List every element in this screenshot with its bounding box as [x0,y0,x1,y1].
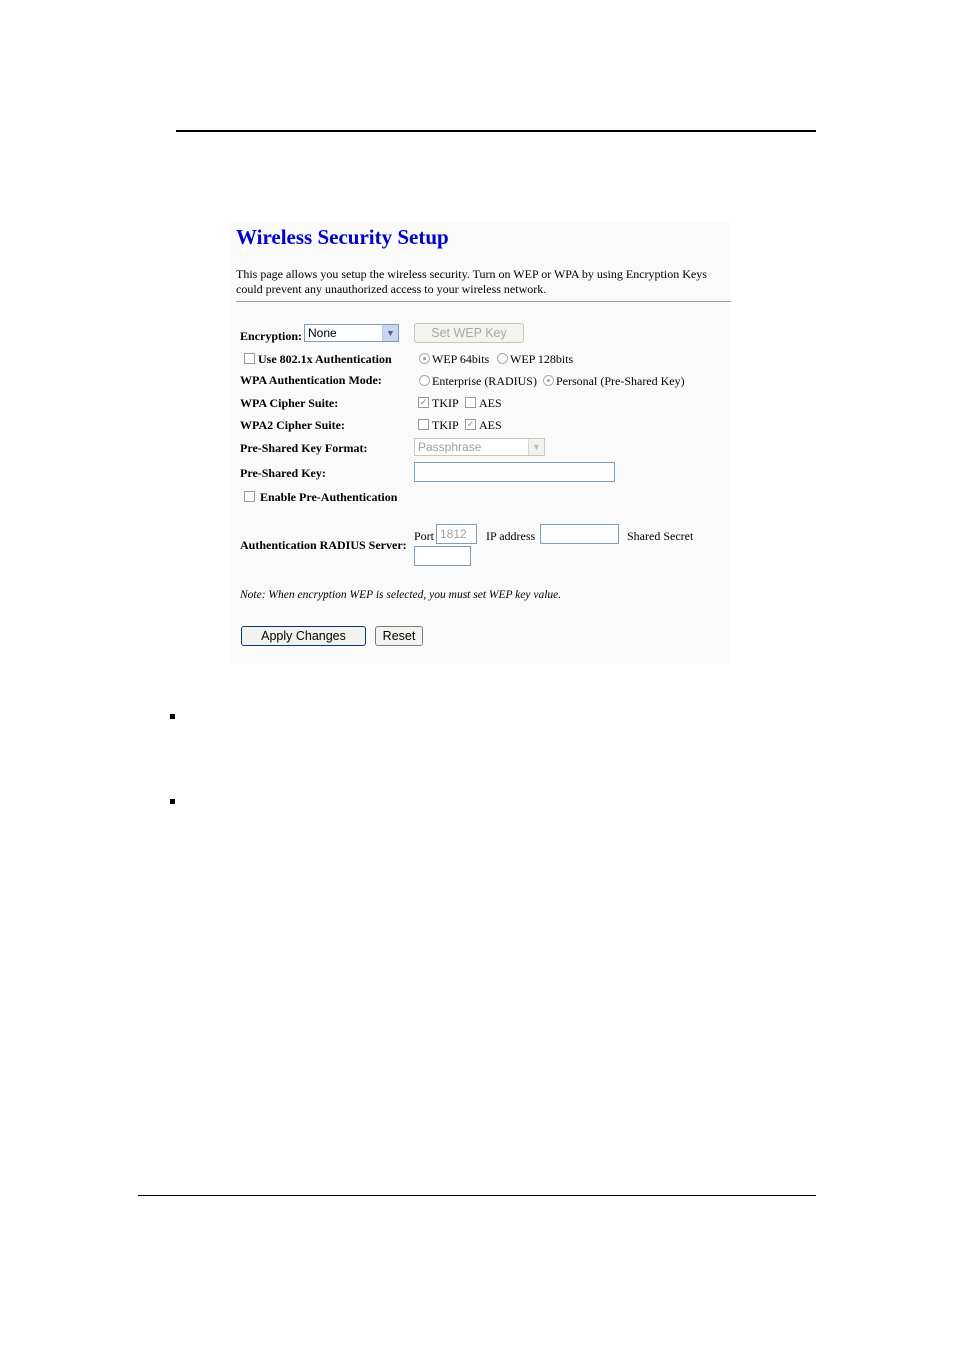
wep64-label: WEP 64bits [432,352,490,366]
encryption-select-value: None [308,326,337,340]
pre-auth-checkbox[interactable] [244,491,255,502]
radius-secret-input[interactable] [414,546,471,566]
page-title: Wireless Security Setup [236,225,449,249]
wep-note: Note: When encryption WEP is selected, you must set WEP key value. [240,589,562,601]
wep128-radio[interactable] [497,353,508,364]
wpa-auth-mode-label: WPA Authentication Mode: [240,373,382,387]
personal-psk-label: Personal (Pre-Shared Key) [556,374,685,388]
wpa-tkip-label: TKIP [432,396,459,410]
psk-format-value: Passphrase [418,440,482,454]
psk-format-label: Pre-Shared Key Format: [240,441,368,455]
bullet-icon [170,799,175,804]
radio-dot-icon [423,357,426,360]
radius-port-input[interactable]: 1812 [436,524,477,544]
use-8021x-label: Use 802.1x Authentication [258,352,392,366]
wpa-aes-label: AES [479,396,502,410]
radius-ip-label: IP address [486,529,536,543]
radius-ip-input[interactable] [540,524,619,544]
wpa2-aes-checkbox[interactable]: ✓ [466,419,475,429]
encryption-select[interactable] [304,324,399,342]
apply-changes-button[interactable]: Apply Changes [241,626,366,646]
wep128-label: WEP 128bits [510,352,574,366]
use-8021x-checkbox[interactable] [244,353,255,364]
wpa-tkip-checkbox[interactable]: ✓ [419,397,428,407]
wpa2-aes-label: AES [479,418,502,432]
radius-port-label: Port [414,529,435,543]
wpa-aes-checkbox[interactable] [465,397,476,408]
footer-rule [138,1195,816,1196]
psk-format-select[interactable] [414,438,545,456]
pre-auth-label: Enable Pre-Authentication [260,490,398,504]
set-wep-key-button[interactable]: Set WEP Key [414,323,524,343]
wpa2-cipher-label: WPA2 Cipher Suite: [240,418,345,432]
reset-button[interactable]: Reset [375,626,423,646]
encryption-label: Encryption: [240,329,303,343]
radius-server-label: Authentication RADIUS Server: [240,538,407,552]
chevron-down-icon: ▼ [382,325,398,341]
radius-secret-label: Shared Secret [627,529,694,543]
header-rule [176,130,816,132]
psk-input[interactable] [414,462,615,482]
title-divider [236,301,731,302]
personal-psk-radio[interactable] [543,375,554,386]
chevron-down-icon: ▼ [528,439,544,455]
enterprise-radius-radio[interactable] [419,375,430,386]
wep64-radio[interactable] [419,353,430,364]
wpa-cipher-label: WPA Cipher Suite: [240,396,339,410]
enterprise-radius-label: Enterprise (RADIUS) [432,374,537,388]
wpa2-tkip-checkbox[interactable] [418,419,429,430]
page-description: This page allows you setup the wireless security. Turn on WEP or WPA by using Encryption Keys could prevent any unauthorized access to your wireless network. [236,267,707,296]
psk-label: Pre-Shared Key: [240,466,326,480]
radio-dot-icon [547,379,550,382]
wpa2-tkip-label: TKIP [432,418,459,432]
bullet-icon [170,714,175,719]
